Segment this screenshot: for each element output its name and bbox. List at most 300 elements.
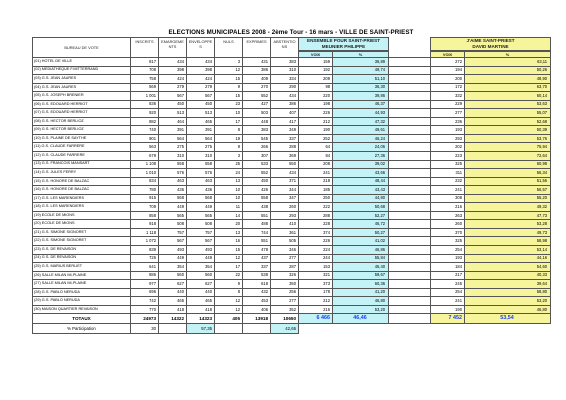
row-abstentions: 410 <box>271 220 299 229</box>
row-exprimes: 432 <box>243 288 271 297</box>
row-spacer <box>389 58 431 67</box>
row-voix-a: 178 <box>299 288 333 297</box>
row-inscrits: 740 <box>131 126 159 135</box>
row-nuls: 12 <box>215 297 243 306</box>
header-nuls-label: NULS <box>223 39 234 44</box>
row-spacer <box>389 109 431 118</box>
row-nuls: 15 <box>215 92 243 101</box>
row-emargements: 508 <box>159 220 187 229</box>
row-pct-a: 52,27 <box>333 211 389 220</box>
row-emargements: 310 <box>159 152 187 161</box>
row-abstentions: 407 <box>271 109 299 118</box>
row-spacer <box>389 288 431 297</box>
row-inscrits: 1 010 <box>131 169 159 178</box>
row-inscrits: 641 <box>131 263 159 272</box>
row-emargements: 567 <box>159 92 187 101</box>
row-nuls: 12 <box>215 254 243 263</box>
totals-abstentions: 10650 <box>271 314 299 324</box>
row-voix-a: 209 <box>299 75 333 84</box>
participation-row <box>33 324 551 334</box>
row-abstentions: 256 <box>271 288 299 297</box>
row-voix-a: 374 <box>299 228 333 237</box>
row-pct-b: 47,73 <box>465 211 551 220</box>
table-row <box>33 169 551 178</box>
header-pct-b: % <box>465 52 551 58</box>
row-exprimes: 426 <box>243 186 271 195</box>
row-voix-b: 311 <box>431 169 465 178</box>
row-exprimes: 453 <box>243 297 271 306</box>
row-nuls: 9 <box>215 280 243 289</box>
totals-pct-a: 46,46 <box>333 314 389 324</box>
row-bureau: (24) G.S. DE REVAISON <box>33 254 131 263</box>
row-inscrits: 679 <box>131 152 159 161</box>
row-pct-a: 49,61 <box>333 126 389 135</box>
row-spacer <box>389 220 431 229</box>
row-exprimes: 437 <box>243 254 271 263</box>
row-abstentions: 334 <box>271 75 299 84</box>
row-pct-b: 55,07 <box>465 109 551 118</box>
row-inscrits: 1 072 <box>131 237 159 246</box>
header-voix-b: VOIX <box>431 52 465 58</box>
row-voix-b: 172 <box>431 83 465 92</box>
totals-label: TOTAUX <box>33 314 131 324</box>
row-abstentions: 277 <box>271 254 299 263</box>
row-emargements: 757 <box>159 228 187 237</box>
row-emargements: 558 <box>159 160 187 169</box>
row-inscrits: 1 118 <box>131 228 159 237</box>
row-nuls: 12 <box>215 66 243 75</box>
row-pct-a: 36,89 <box>333 58 389 67</box>
row-voix-b: 245 <box>431 280 465 289</box>
row-voix-a: 220 <box>299 92 333 101</box>
row-inscrits: 920 <box>131 109 159 118</box>
row-pct-a: 55,84 <box>333 254 389 263</box>
row-pct-a: 39,02 <box>333 160 389 169</box>
row-pct-b: 63,70 <box>465 83 551 92</box>
row-inscrits: 882 <box>131 117 159 126</box>
row-voix-a: 321 <box>299 271 333 280</box>
row-nuls: 17 <box>215 263 243 272</box>
row-voix-a: 84 <box>299 152 333 161</box>
row-nuls: 24 <box>215 169 243 178</box>
row-voix-a: 250 <box>299 194 333 203</box>
table-row <box>33 66 551 75</box>
table-row <box>33 203 551 212</box>
participation-abstention: 42,65 <box>271 324 299 334</box>
row-emargements: 513 <box>159 109 187 118</box>
table-row <box>33 280 551 289</box>
totals-spacer <box>389 314 431 324</box>
row-bureau: (10) G.S. PLAINE DE SAYTHE <box>33 134 131 143</box>
row-emargements: 434 <box>159 58 187 67</box>
row-nuls: 3 <box>215 58 243 67</box>
row-voix-b: 370 <box>431 228 465 237</box>
row-bureau: (28) G.S. PABLO NERUDA <box>33 288 131 297</box>
row-spacer <box>389 126 431 135</box>
header-emargements-label-b: NTS <box>168 44 177 49</box>
row-emargements: 398 <box>159 66 187 75</box>
row-pct-b: 39,64 <box>465 280 551 289</box>
row-nuls: 10 <box>215 186 243 195</box>
row-inscrits: 742 <box>131 297 159 306</box>
row-spacer <box>389 160 431 169</box>
row-pct-b: 48,90 <box>465 75 551 84</box>
row-inscrits: 901 <box>131 134 159 143</box>
row-pct-b: 56,57 <box>465 186 551 195</box>
totals-pct-b: 53,54 <box>465 314 551 324</box>
row-nuls: 16 <box>215 237 243 246</box>
row-pct-a: 48,44 <box>333 177 389 186</box>
totals-row <box>33 314 551 324</box>
row-exprimes: 478 <box>243 246 271 255</box>
row-inscrits: 563 <box>131 143 159 152</box>
row-emargements: 463 <box>159 177 187 186</box>
header-exprimes-label: EXPRIMES <box>246 39 267 44</box>
row-inscrits: 770 <box>131 305 159 314</box>
row-inscrits: 836 <box>131 100 159 109</box>
row-nuls: 22 <box>215 271 243 280</box>
row-spacer <box>389 297 431 306</box>
header-inscrits-label: INSCRITS <box>135 39 154 44</box>
header-list-b <box>431 38 551 51</box>
row-nuls: 10 <box>215 109 243 118</box>
row-bureau: (26) SALLE MILAN MI-PLAINE <box>33 271 131 280</box>
participation-empty-1 <box>159 324 187 334</box>
row-inscrits: 709 <box>131 203 159 212</box>
row-exprimes: 448 <box>243 117 271 126</box>
list-b-name: J'AIME SAINT-PRIEST <box>466 38 515 43</box>
row-bureau: (17) G.S. LES MARENDIERS <box>33 194 131 203</box>
row-emargements: 279 <box>159 83 187 92</box>
row-spacer <box>389 305 431 314</box>
row-spacer <box>389 186 431 195</box>
row-voix-b: 254 <box>431 246 465 255</box>
row-emargements: 440 <box>159 288 187 297</box>
row-bureau: (03) G.S. JEAN JAURES <box>33 75 131 84</box>
row-exprimes: 488 <box>243 220 271 229</box>
row-nuls: 9 <box>215 143 243 152</box>
row-bureau: (21) G.S. SIMONE SIGNORET <box>33 228 131 237</box>
row-nuls: 10 <box>215 194 243 203</box>
row-voix-a: 252 <box>299 134 333 143</box>
row-spacer <box>389 271 431 280</box>
header-voix-a: VOIX <box>299 52 333 58</box>
row-exprimes: 503 <box>243 109 271 118</box>
row-exprimes: 744 <box>243 228 271 237</box>
row-nuls: 15 <box>215 246 243 255</box>
row-pct-a: 43,66 <box>333 169 389 178</box>
header-emargements-label-a: EMARGEME <box>161 39 184 44</box>
row-enveloppes: 463 <box>187 177 215 186</box>
row-voix-a: 198 <box>299 100 333 109</box>
header-abstentions-label-b: NS <box>281 44 288 49</box>
table-row <box>33 100 551 109</box>
row-inscrits: 915 <box>131 194 159 203</box>
row-pct-b: 60,98 <box>465 160 551 169</box>
row-voix-a: 64 <box>299 143 333 152</box>
row-pct-b: 58,80 <box>465 288 551 297</box>
row-enveloppes: 465 <box>187 297 215 306</box>
row-abstentions: 434 <box>271 169 299 178</box>
table-row <box>33 237 551 246</box>
row-nuls: 23 <box>215 100 243 109</box>
row-exprimes: 551 <box>243 237 271 246</box>
row-nuls: 13 <box>215 177 243 186</box>
row-bureau: (11) G.S. CLAUDE FARRERE <box>33 143 131 152</box>
row-bureau: (07) G.S. EDOUARD HERRIOT <box>33 109 131 118</box>
table-row <box>33 305 551 314</box>
row-emargements: 465 <box>159 297 187 306</box>
results-table <box>32 37 551 334</box>
row-pct-b: 56,34 <box>465 169 551 178</box>
row-inscrits: 858 <box>131 211 159 220</box>
table-row <box>33 271 551 280</box>
row-exprimes: 266 <box>243 143 271 152</box>
row-voix-b: 277 <box>431 109 465 118</box>
row-enveloppes: 627 <box>187 280 215 289</box>
row-nuls: 11 <box>215 203 243 212</box>
row-bureau: (19) ECOLE DE MIONS <box>33 211 131 220</box>
row-spacer <box>389 280 431 289</box>
row-exprimes: 409 <box>243 75 271 84</box>
table-row <box>33 254 551 263</box>
table-row <box>33 117 551 126</box>
row-exprimes: 438 <box>243 203 271 212</box>
list-b-head: DAVID MARTINE <box>472 44 509 49</box>
row-spacer <box>389 75 431 84</box>
totals-inscrits: 24973 <box>131 314 159 324</box>
row-inscrits: 977 <box>131 280 159 289</box>
row-voix-a: 244 <box>299 254 333 263</box>
row-abstentions: 293 <box>271 211 299 220</box>
totals-voix-a: 6 466 <box>299 314 333 324</box>
row-inscrits: 569 <box>131 83 159 92</box>
row-bureau: (01) HOTEL DE VILLE <box>33 58 131 67</box>
list-a-head: MEUNIER PHILIPPE <box>321 44 366 49</box>
row-bureau: (09) G.S. HECTOR BERLIOZ <box>33 126 131 135</box>
row-voix-a: 185 <box>299 186 333 195</box>
table-row <box>33 152 551 161</box>
row-voix-b: 223 <box>431 152 465 161</box>
row-bureau: (16) G.S. HONORE DE BALZAC <box>33 186 131 195</box>
table-row <box>33 75 551 84</box>
row-spacer <box>389 237 431 246</box>
row-exprimes: 552 <box>243 92 271 101</box>
row-abstentions: 277 <box>271 297 299 306</box>
row-abstentions: 290 <box>271 83 299 92</box>
row-bureau: (23) G.S. DE REVAISON <box>33 246 131 255</box>
page-title: ELECTIONS MUNICIPALES 2008 - 2ème Tour - 16 mars - VILLE DE SAINT-PRIEST <box>168 29 414 36</box>
table-row <box>33 109 551 118</box>
row-emargements: 354 <box>159 263 187 272</box>
totals-enveloppes: 14323 <box>187 314 215 324</box>
row-spacer <box>389 134 431 143</box>
row-exprimes: 337 <box>243 263 271 272</box>
row-pct-b: 60,14 <box>465 92 551 101</box>
row-exprimes: 270 <box>243 83 271 92</box>
row-voix-a: 192 <box>299 66 333 75</box>
row-voix-b: 202 <box>431 143 465 152</box>
row-bureau: (08) G.S. HECTOR BERLIOZ <box>33 117 131 126</box>
row-bureau: (15) G.S. HONORE DE BALZAC <box>33 177 131 186</box>
row-pct-a: 41,02 <box>333 237 389 246</box>
row-emargements: 464 <box>159 117 187 126</box>
row-abstentions: 386 <box>271 100 299 109</box>
row-nuls: 3 <box>215 152 243 161</box>
row-enveloppes: 275 <box>187 143 215 152</box>
row-exprimes: 431 <box>243 58 271 67</box>
row-pct-b: 49,73 <box>465 228 551 237</box>
row-pct-a: 46,72 <box>333 220 389 229</box>
row-voix-a: 153 <box>299 263 333 272</box>
row-pct-b: 53,20 <box>465 297 551 306</box>
totals-exprimes: 13918 <box>243 314 271 324</box>
header-abstentions <box>271 38 299 58</box>
row-spacer <box>389 246 431 255</box>
row-spacer <box>389 254 431 263</box>
row-pct-a: 36,30 <box>333 83 389 92</box>
row-pct-a: 44,80 <box>333 194 389 203</box>
row-bureau: (06) G.S. EDOUARD HERRIOT <box>33 100 131 109</box>
row-emargements: 418 <box>159 305 187 314</box>
participation-blank <box>299 324 551 334</box>
row-inscrits: 817 <box>131 58 159 67</box>
row-bureau: (18) G.S. LES MARENDIERS <box>33 203 131 212</box>
row-nuls: 13 <box>215 228 243 237</box>
row-bureau: (22) G.S. SIMONE SIGNORET <box>33 237 131 246</box>
row-enveloppes: 436 <box>187 186 215 195</box>
row-exprimes: 383 <box>243 126 271 135</box>
row-voix-b: 229 <box>431 100 465 109</box>
row-spacer <box>389 83 431 92</box>
row-voix-b: 184 <box>431 263 465 272</box>
totals-emargements: 14322 <box>159 314 187 324</box>
row-enveloppes: 567 <box>187 237 215 246</box>
table-row <box>33 211 551 220</box>
row-voix-b: 216 <box>431 203 465 212</box>
row-spacer <box>389 203 431 212</box>
row-abstentions: 347 <box>271 194 299 203</box>
row-enveloppes: 568 <box>187 194 215 203</box>
row-nuls: 19 <box>215 134 243 143</box>
header-bureau: BUREAU DE VOTE <box>33 38 131 58</box>
row-pct-a: 46,86 <box>333 246 389 255</box>
results-body <box>33 58 551 314</box>
row-voix-a: 159 <box>299 58 333 67</box>
row-pct-a: 59,67 <box>333 271 389 280</box>
row-emargements: 391 <box>159 126 187 135</box>
row-inscrits: 839 <box>131 246 159 255</box>
row-pct-a: 46,37 <box>333 100 389 109</box>
row-abstentions: 349 <box>271 126 299 135</box>
row-exprimes: 533 <box>243 160 271 169</box>
header-list-a <box>299 38 389 51</box>
row-abstentions: 352 <box>271 305 299 314</box>
row-bureau: (14) G.S. JULES FERRY <box>33 169 131 178</box>
header-enveloppes <box>187 38 215 58</box>
row-emargements: 576 <box>159 169 187 178</box>
row-pct-b: 54,60 <box>465 263 551 272</box>
row-nuls: 9 <box>215 83 243 92</box>
participation-inscrits: 30 <box>131 324 159 334</box>
row-nuls: 8 <box>215 126 243 135</box>
row-bureau: (13) G.S. FRANCOIS MANSART <box>33 160 131 169</box>
row-emargements: 565 <box>159 211 187 220</box>
row-abstentions: 371 <box>271 177 299 186</box>
table-row <box>33 143 551 152</box>
row-voix-b: 193 <box>431 254 465 263</box>
row-voix-a: 288 <box>299 211 333 220</box>
row-enveloppes: 440 <box>187 288 215 297</box>
row-voix-a: 222 <box>299 203 333 212</box>
table-row <box>33 194 551 203</box>
row-exprimes: 427 <box>243 100 271 109</box>
row-emargements: 449 <box>159 203 187 212</box>
header-emargements <box>159 38 187 58</box>
row-pct-b: 50,26 <box>465 66 551 75</box>
row-voix-b: 236 <box>431 117 465 126</box>
row-emargements: 627 <box>159 280 187 289</box>
row-voix-b: 194 <box>431 66 465 75</box>
row-exprimes: 551 <box>243 211 271 220</box>
row-nuls: 12 <box>215 305 243 314</box>
row-enveloppes: 391 <box>187 126 215 135</box>
row-spacer <box>389 100 431 109</box>
row-enveloppes: 418 <box>187 305 215 314</box>
row-pct-b: 40,33 <box>465 271 551 280</box>
row-enveloppes: 493 <box>187 246 215 255</box>
row-voix-b: 193 <box>431 126 465 135</box>
row-inscrits: 780 <box>131 186 159 195</box>
row-pct-b: 58,98 <box>465 237 551 246</box>
row-inscrits: 726 <box>131 254 159 263</box>
row-pct-a: 41,20 <box>333 288 389 297</box>
header-pct-a: % <box>333 52 389 58</box>
row-pct-b: 52,68 <box>465 117 551 126</box>
row-emargements: 560 <box>159 271 187 280</box>
row-pct-b: 55,20 <box>465 194 551 203</box>
row-emargements: 436 <box>159 186 187 195</box>
row-enveloppes: 449 <box>187 254 215 263</box>
row-enveloppes: 465 <box>187 117 215 126</box>
row-voix-b: 293 <box>431 134 465 143</box>
row-pct-b: 53,14 <box>465 246 551 255</box>
row-inscrits: 708 <box>131 66 159 75</box>
row-bureau: (27) SALLE MILAN MI-PLAINE <box>33 280 131 289</box>
row-enveloppes: 279 <box>187 83 215 92</box>
header-enveloppes-label-b: S <box>199 44 202 49</box>
row-nuls: 15 <box>215 75 243 84</box>
row-abstentions: 326 <box>271 271 299 280</box>
row-spacer <box>389 169 431 178</box>
row-pct-a: 45,40 <box>333 263 389 272</box>
row-abstentions: 260 <box>271 203 299 212</box>
table-row <box>33 126 551 135</box>
row-voix-b: 200 <box>431 75 465 84</box>
row-voix-b: 260 <box>431 220 465 229</box>
row-pct-b: 53,28 <box>465 220 551 229</box>
header-spacer <box>389 38 431 51</box>
row-pct-b: 75,94 <box>465 143 551 152</box>
row-pct-a: 50,27 <box>333 228 389 237</box>
list-a-name: ENSEMBLE POUR SAINT-PRIEST <box>307 38 380 43</box>
row-voix-b: 263 <box>431 211 465 220</box>
row-pct-a: 39,86 <box>333 92 389 101</box>
row-exprimes: 406 <box>243 305 271 314</box>
table-row <box>33 177 551 186</box>
row-spacer <box>389 228 431 237</box>
row-pct-a: 46,80 <box>333 297 389 306</box>
